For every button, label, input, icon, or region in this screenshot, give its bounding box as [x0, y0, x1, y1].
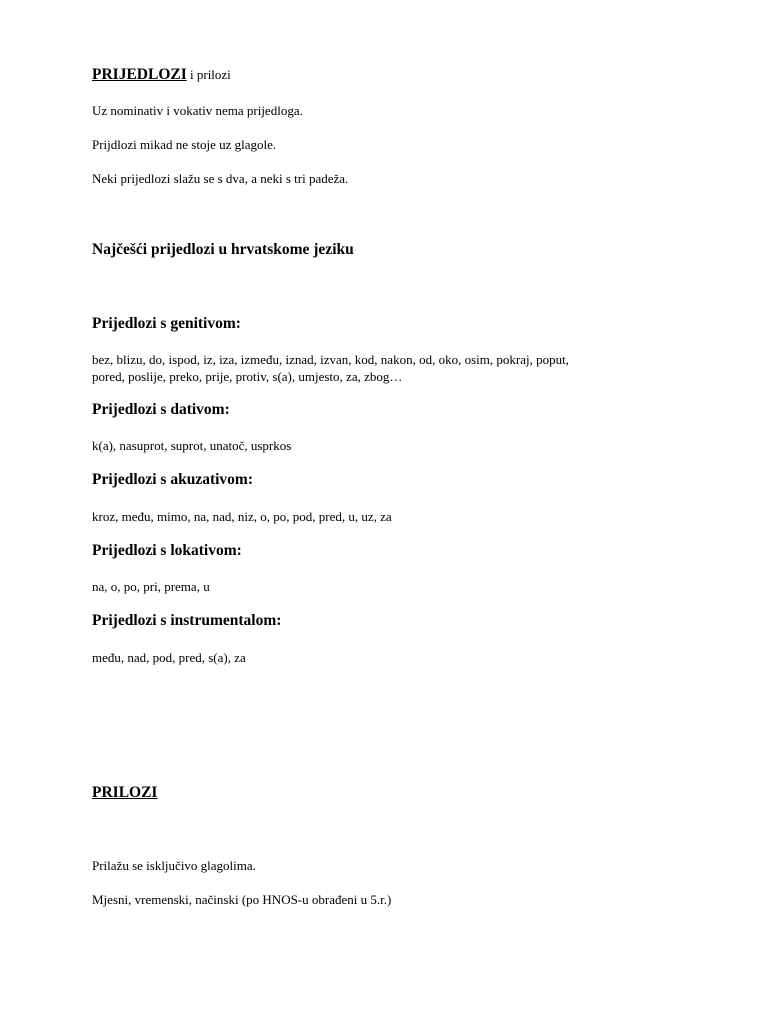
section-heading-accusative: Prijedlozi s akuzativom: [92, 471, 254, 488]
document-title [92, 66, 231, 84]
common-prepositions-heading: Najčešći prijedlozi u hrvatskome jeziku [92, 241, 354, 258]
section-heading-instrumental: Prijedlozi s instrumentalom: [92, 612, 282, 629]
document-page [92, 0, 692, 1024]
section-heading-locative: Prijedlozi s lokativom: [92, 542, 242, 559]
section-text-genitive-line-1: bez, blizu, do, ispod, iz, iza, između, iznad, izvan, kod, nakon, od, oko, osim, pokraj, poput, [92, 352, 569, 367]
prilozi-heading [92, 784, 157, 802]
prilozi-paragraph-1: Prilažu se isključivo glagolima. [92, 858, 256, 873]
section-text-instrumental: među, nad, pod, pred, s(a), za [92, 650, 246, 665]
prilozi-heading-text: PRILOZI [92, 784, 158, 801]
intro-paragraph-1: Uz nominativ i vokativ nema prijedloga. [92, 103, 303, 118]
title-rest: i prilozi [186, 67, 231, 82]
section-text-accusative: kroz, među, mimo, na, nad, niz, o, po, pod, pred, u, uz, za [92, 509, 392, 524]
intro-paragraph-2: Prijdlozi mikad ne stoje uz glagole. [92, 137, 277, 152]
section-text-genitive-line-2: pored, poslije, preko, prije, protiv, s(a), umjesto, za, zbog… [92, 369, 403, 384]
section-heading-genitive: Prijedlozi s genitivom: [92, 315, 241, 332]
title-main: PRIJEDLOZI [92, 66, 187, 83]
intro-paragraph-3: Neki prijedlozi slažu se s dva, a neki s tri padeža. [92, 171, 349, 186]
section-text-locative: na, o, po, pri, prema, u [92, 579, 210, 594]
section-heading-dative: Prijedlozi s dativom: [92, 401, 230, 418]
section-text-dative: k(a), nasuprot, suprot, unatoč, usprkos [92, 438, 292, 453]
prilozi-paragraph-2: Mjesni, vremenski, načinski (po HNOS-u obrađeni u 5.r.) [92, 892, 392, 907]
